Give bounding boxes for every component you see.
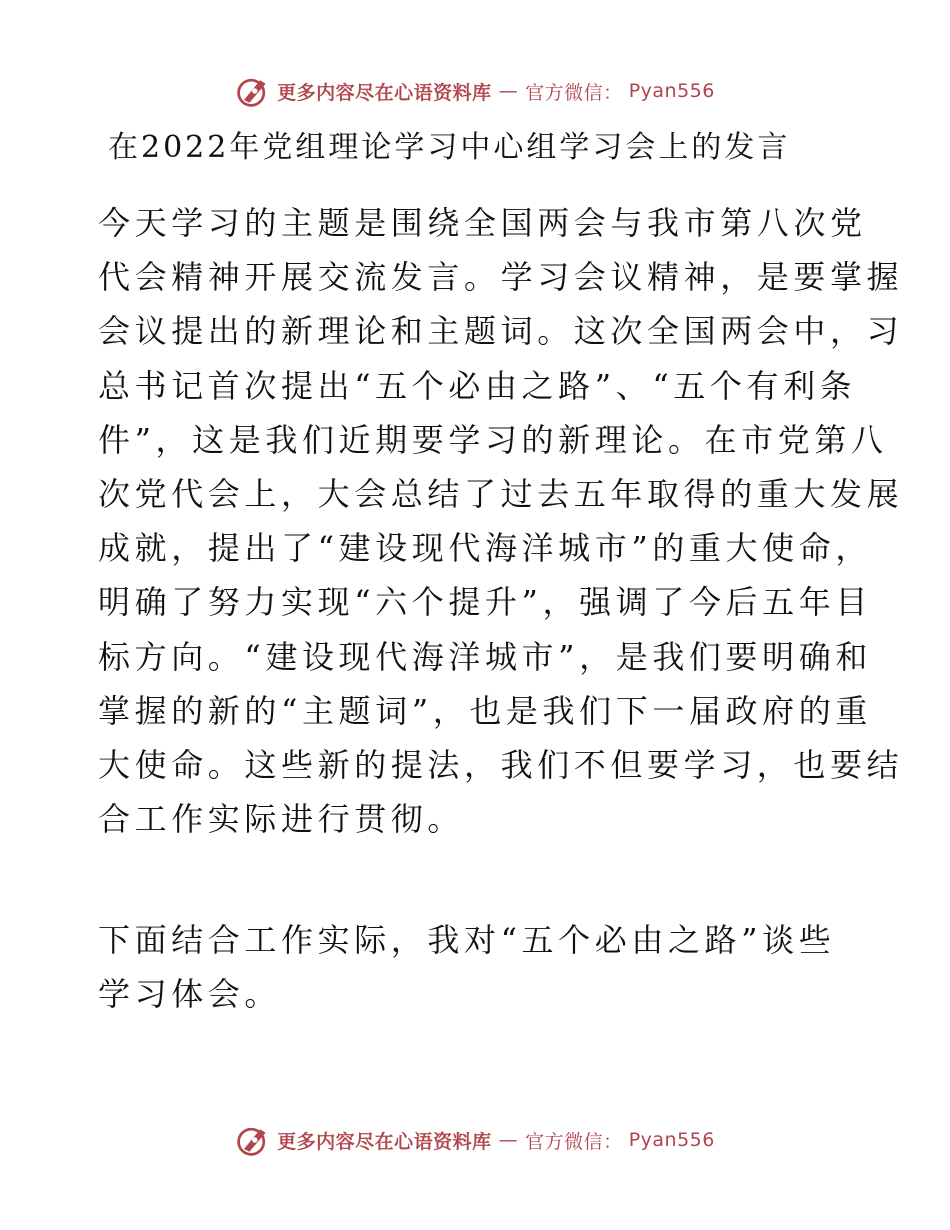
paragraph-line: 合工作实际进行贯彻。 bbox=[98, 800, 465, 839]
paragraph-line: 标方向。“建设现代海洋城市”，是我们要明确和 bbox=[98, 637, 872, 676]
paragraph-line: 下面结合工作实际，我对“五个必由之路”谈些 bbox=[98, 921, 836, 959]
paragraph-line: 代会精神开展交流发言。学习会议精神，是要掌握 bbox=[98, 258, 904, 297]
banner-dash: — bbox=[498, 80, 519, 102]
pen-nib-circle-icon bbox=[235, 73, 271, 109]
paragraph-line: 大使命。这些新的提法，我们不但要学习，也要结 bbox=[98, 746, 904, 785]
paragraph-line: 件”，这是我们近期要学习的新理论。在市党第八 bbox=[98, 420, 888, 459]
pen-nib-circle-icon bbox=[235, 1122, 271, 1158]
banner-main-text: 更多内容尽在心语资料库 bbox=[277, 81, 492, 104]
banner-main-text: 更多内容尽在心语资料库 bbox=[277, 1130, 492, 1153]
body-paragraph-1 bbox=[98, 196, 904, 846]
footer-banner bbox=[0, 1120, 950, 1160]
paragraph-line: 今天学习的主题是围绕全国两会与我市第八次党 bbox=[98, 204, 867, 242]
banner-secondary-text: 官方微信： bbox=[525, 1130, 623, 1153]
banner-dash: — bbox=[498, 1129, 519, 1151]
banner-wechat-id: Pyan556 bbox=[628, 80, 715, 102]
paragraph-line: 明确了努力实现“六个提升”，强调了今后五年目 bbox=[98, 583, 872, 622]
document-title: 在2022年党组理论学习中心组学习会上的发言 bbox=[108, 130, 791, 165]
banner-wechat-id: Pyan556 bbox=[628, 1129, 715, 1151]
paragraph-line: 会议提出的新理论和主题词。这次全国两会中，习 bbox=[98, 312, 904, 351]
paragraph-line: 掌握的新的“主题词”，也是我们下一届政府的重 bbox=[98, 691, 872, 730]
paragraph-line: 成就，提出了“建设现代海洋城市”的重大使命， bbox=[98, 529, 872, 568]
paragraph-line: 次党代会上，大会总结了过去五年取得的重大发展 bbox=[98, 475, 904, 514]
body-paragraph-2 bbox=[98, 913, 850, 1021]
banner-secondary-text: 官方微信： bbox=[525, 81, 623, 104]
paragraph-line: 总书记首次提出“五个必由之路”、“五个有利条 bbox=[98, 366, 857, 405]
paragraph-line: 学习体会。 bbox=[98, 975, 282, 1014]
header-banner bbox=[0, 71, 950, 111]
